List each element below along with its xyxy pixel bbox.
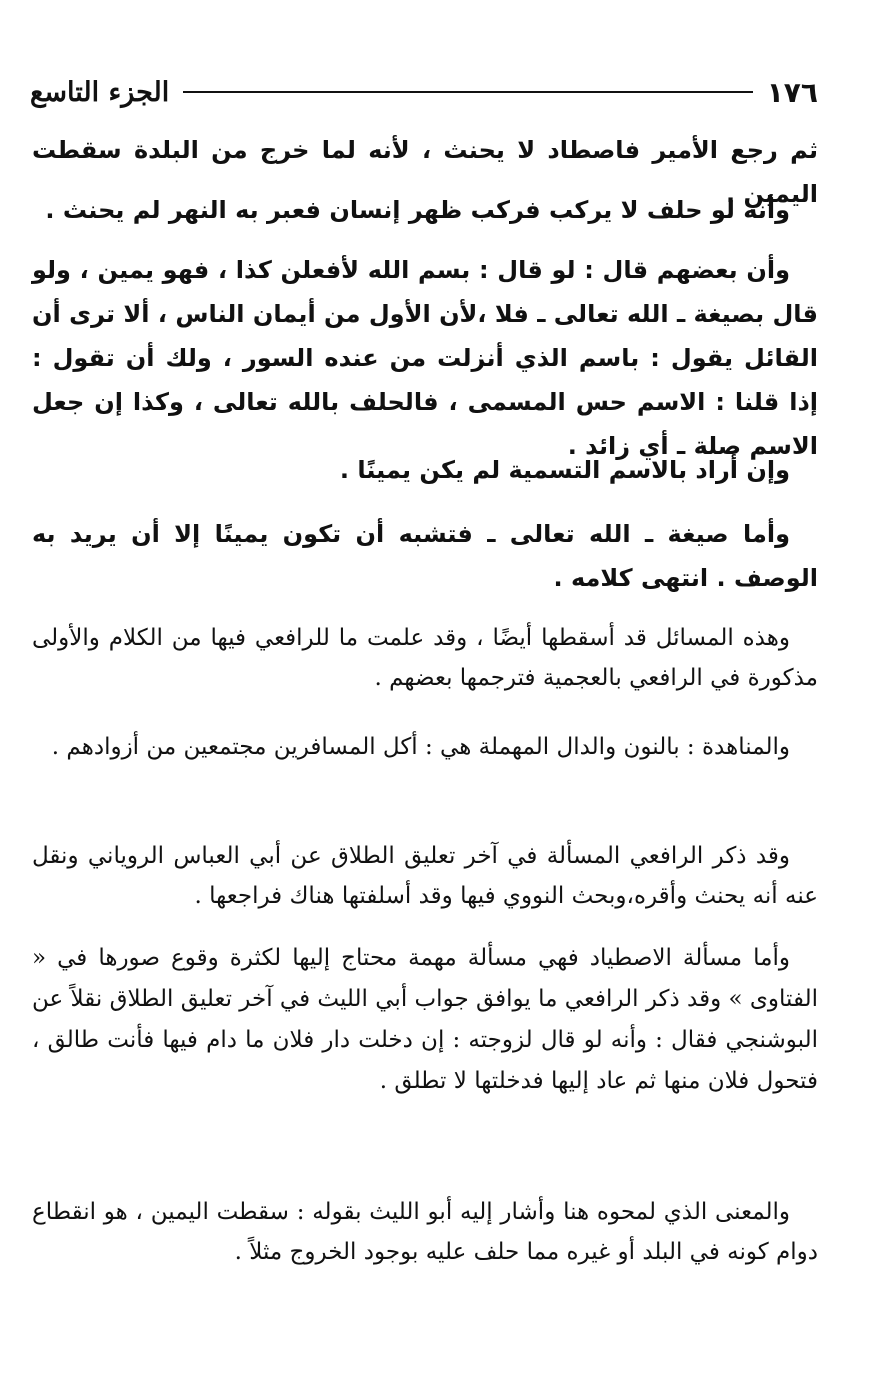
header-rule (183, 91, 752, 93)
paragraph: والمعنى الذي لمحوه هنا وأشار إليه أبو الليث بقوله : سقطت اليمين ، هو انقطاع دوام كونه في البلد أو غيره مما حلف عليه بوجود الخروج مثلاً . (32, 1199, 818, 1265)
paragraph: والمناهدة : بالنون والدال المهملة هي : أكل المسافرين مجتمعين من أزوادهم . (51, 734, 790, 760)
paragraph: وأما مسألة الاصطياد فهي مسألة مهمة محتاج إليها لكثرة وقوع صورها في « الفتاوى » وقد ذكر الرافعي ما يوافق جواب أبي الليث في آخر تعليق الطلاق نقلاً عن البوشنجي فقال : وأنه لو قال لزوجته : إن دخلت دار فلان ما دام فيها فأنت طالق ، فتحول فلان منها ثم عاد إليها فدخلتها لا تطلق . (32, 945, 818, 1094)
page-header (30, 72, 818, 112)
paragraph: وقد ذكر الرافعي المسألة في آخر تعليق الطلاق عن أبي العباس الروياني ونقل عنه أنه يحنث وأقره،وبحث النووي فيها وقد أسلفتها هناك فراجعها . (32, 843, 818, 909)
paragraph: وهذه المسائل قد أسقطها أيضًا ، وقد علمت ما للرافعي فيها من الكلام والأولى مذكورة في الرافعي بالعجمية فترجمها بعضهم . (32, 625, 818, 691)
paragraph: ثم رجع الأمير فاصطاد لا يحنث ، لأنه لما خرج من البلدة سقطت اليمين . (32, 136, 818, 208)
paragraph: وأما صيغة ـ الله تعالى ـ فتشبه أن تكون يمينًا إلا أن يريد به الوصف . انتهى كلامه . (32, 520, 818, 592)
paragraph: وإن أراد بالاسم التسمية لم يكن يمينًا . (339, 456, 790, 484)
page-number: ١٧٦ (766, 75, 818, 109)
running-title: الجزء التاسع (30, 76, 170, 108)
paragraph: وأن بعضهم قال : لو قال : بسم الله لأفعلن كذا ، فهو يمين ، ولو قال بصيغة ـ الله تعالى ـ فلا ،لأن الأول من أيمان الناس ، ألا ترى أن القائل يقول : باسم الذي أنزلت من عنده السور ، ولك أن تقول : إذا قلنا : الاسم حس المسمى ، فالحلف بالله تعالى ، وكذا إن جعل الاسم صلة ـ أي زائد . (32, 256, 818, 460)
paragraph: وأنه لو حلف لا يركب فركب ظهر إنسان فعبر به النهر لم يحنث . (45, 196, 790, 224)
